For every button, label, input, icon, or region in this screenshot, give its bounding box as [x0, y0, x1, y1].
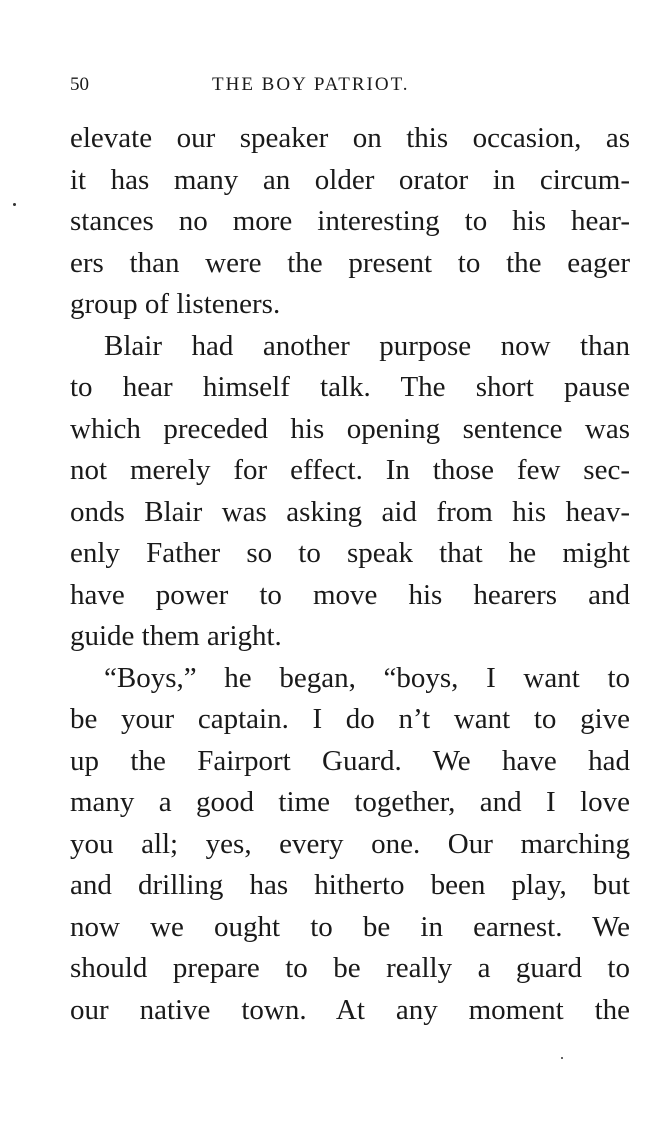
book-title: THE BOY PATRIOT.: [212, 74, 410, 95]
text-line: and drilling has hitherto been play, but: [70, 869, 630, 901]
text-line: have power to move his hearers and: [70, 578, 630, 611]
text-line: many a good time together, and I love: [70, 786, 630, 818]
text-line: group of listeners.: [70, 288, 281, 320]
text-line: to hear himself talk. The short pause: [70, 371, 630, 403]
text-line: elevate our speaker on this occasion, as: [70, 122, 630, 154]
text-line: guide them aright.: [70, 620, 282, 652]
text-line: you all; yes, every one. Our marching: [70, 827, 630, 860]
text-line: onds Blair was asking aid from his heav-: [70, 495, 630, 528]
book-page: [70, 74, 630, 1031]
text-line: enly Father so to speak that he might: [70, 537, 630, 569]
text-line: ers than were the present to the eager: [70, 246, 630, 279]
text-line: now we ought to be in earnest. We: [70, 910, 630, 943]
text-line: up the Fairport Guard. We have had: [70, 744, 630, 777]
text-line: Blair had another purpose now than: [104, 329, 630, 362]
scan-speck: [561, 1057, 563, 1059]
scan-speck: [13, 203, 16, 206]
text-line: should prepare to be really a guard to: [70, 952, 630, 984]
text-line: our native town. At any moment the: [70, 993, 630, 1026]
text-line: “Boys,” he began, “boys, I want to: [104, 661, 630, 694]
text-line: not merely for effect. In those few sec-: [70, 454, 630, 486]
page-number: 50: [70, 74, 89, 95]
running-head: [70, 74, 630, 104]
text-line: stances no more interesting to his hear-: [70, 205, 630, 237]
text-line: be your captain. I do n’t want to give: [70, 703, 630, 735]
body-text: [70, 118, 630, 1031]
text-line: it has many an older orator in circum-: [70, 163, 630, 196]
text-line: which preceded his opening sentence was: [70, 412, 630, 445]
